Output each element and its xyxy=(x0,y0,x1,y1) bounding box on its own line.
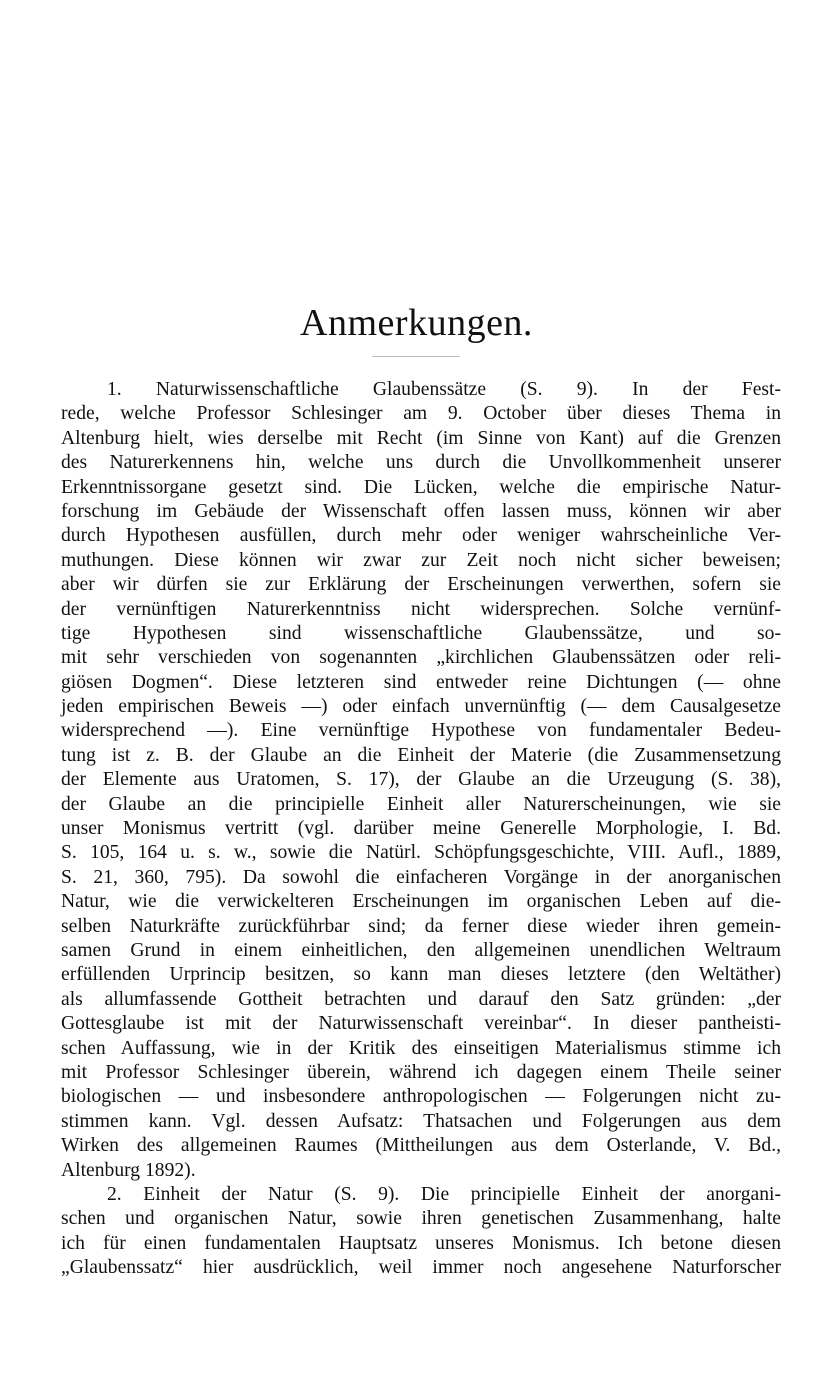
text-line: Altenburg hielt, wies derselbe mit Recht (im Sinne von Kant) auf die Grenzen xyxy=(61,427,781,449)
text-line: Gottesglaube ist mit der Naturwissenschaft vereinbar“. In dieser pantheisti- xyxy=(61,1013,781,1035)
title-rule xyxy=(372,356,460,357)
text-line: mit sehr verschieden von sogenannten „kirchlichen Glaubenssätzen oder reli- xyxy=(61,647,781,669)
text-line: S. 105, 164 u. s. w., sowie die Natürl. Schöpfungsgeschichte, VIII. Aufl., 1889, xyxy=(61,842,781,864)
text-line: S. 21, 360, 795). Da sowohl die einfacheren Vorgänge in der anorganischen xyxy=(61,866,781,888)
text-line: samen Grund in einem einheitlichen, den allgemeinen unendlichen Weltraum xyxy=(61,939,781,961)
text-line: giösen Dogmen“. Diese letzteren sind entweder reine Dichtungen (— ohne xyxy=(61,671,781,693)
text-line: als allumfassende Gottheit betrachten und darauf den Satz gründen: „der xyxy=(61,988,781,1010)
text-line: Wirken des allgemeinen Raumes (Mittheilungen aus dem Osterlande, V. Bd., xyxy=(61,1135,781,1157)
text-line: aber wir dürfen sie zur Erklärung der Erscheinungen verwerthen, sofern sie xyxy=(61,574,781,596)
text-line: der vernünftigen Naturerkenntniss nicht widersprechen. Solche vernünf- xyxy=(61,598,781,620)
text-line: schen Auffassung, wie in der Kritik des einseitigen Materialismus stimme ich xyxy=(61,1037,781,1059)
text-line: 1. Naturwissenschaftliche Glaubenssätze (S. 9). In der Fest- xyxy=(107,379,781,400)
text-line: erfüllenden Urprincip besitzen, so kann man dieses letztere (den Weltäther) xyxy=(61,964,781,986)
page-title: Anmerkungen. xyxy=(300,302,533,344)
text-line: biologischen — und insbesondere anthropologischen — Folgerungen nicht zu- xyxy=(61,1086,781,1108)
text-line: forschung im Gebäude der Wissenschaft offen lassen muss, können wir aber xyxy=(61,500,781,522)
text-line: stimmen kann. Vgl. dessen Aufsatz: Thatsachen und Folgerungen aus dem xyxy=(61,1110,781,1132)
text-line: „Glaubenssatz“ hier ausdrücklich, weil immer noch angesehene Naturforscher xyxy=(61,1257,781,1279)
text-line: Natur, wie die verwickelteren Erscheinungen im organischen Leben auf die- xyxy=(61,891,781,913)
text-line: tige Hypothesen sind wissenschaftliche Glaubenssätze, und so- xyxy=(61,622,781,644)
text-line: mit Professor Schlesinger überein, während ich dagegen einem Theile seiner xyxy=(61,1061,781,1083)
text-line: Erkenntnissorgane gesetzt sind. Die Lücken, welche die empirische Natur- xyxy=(61,476,781,498)
text-line: ich für einen fundamentalen Hauptsatz unseres Monismus. Ich betone diesen xyxy=(61,1232,781,1254)
text-line: widersprechend —). Eine vernünftige Hypothese von fundamentaler Bedeu- xyxy=(61,720,781,742)
text-line: des Naturerkennens hin, welche uns durch die Unvollkommenheit unserer xyxy=(61,452,781,474)
text-line: jeden empirischen Beweis —) oder einfach unvernünftig (— dem Causalgesetze xyxy=(61,696,781,718)
text-line: muthungen. Diese können wir zwar zur Zeit noch nicht sicher beweisen; xyxy=(61,549,781,571)
text-line: selben Naturkräfte zurückführbar sind; da ferner diese wieder ihren gemein- xyxy=(61,915,781,937)
text-line: schen und organischen Natur, sowie ihren genetischen Zusammenhang, halte xyxy=(61,1208,781,1230)
text-line: der Glaube an die principielle Einheit aller Naturerscheinungen, wie sie xyxy=(61,793,781,815)
text-line: unser Monismus vertritt (vgl. darüber meine Generelle Morphologie, I. Bd. xyxy=(61,818,781,840)
notes-body xyxy=(61,378,781,1280)
text-line: Altenburg 1892). xyxy=(61,1159,196,1181)
text-line: rede, welche Professor Schlesinger am 9. October über dieses Thema in xyxy=(61,403,781,425)
text-line: 2. Einheit der Natur (S. 9). Die principielle Einheit der anorgani- xyxy=(107,1183,781,1205)
text-line: der Elemente aus Uratomen, S. 17), der Glaube an die Urzeugung (S. 38), xyxy=(61,769,781,791)
text-line: tung ist z. B. der Glaube an die Einheit der Materie (die Zusammensetzung xyxy=(61,744,781,766)
text-line: durch Hypothesen ausfüllen, durch mehr oder weniger wahrscheinliche Ver- xyxy=(61,525,781,547)
